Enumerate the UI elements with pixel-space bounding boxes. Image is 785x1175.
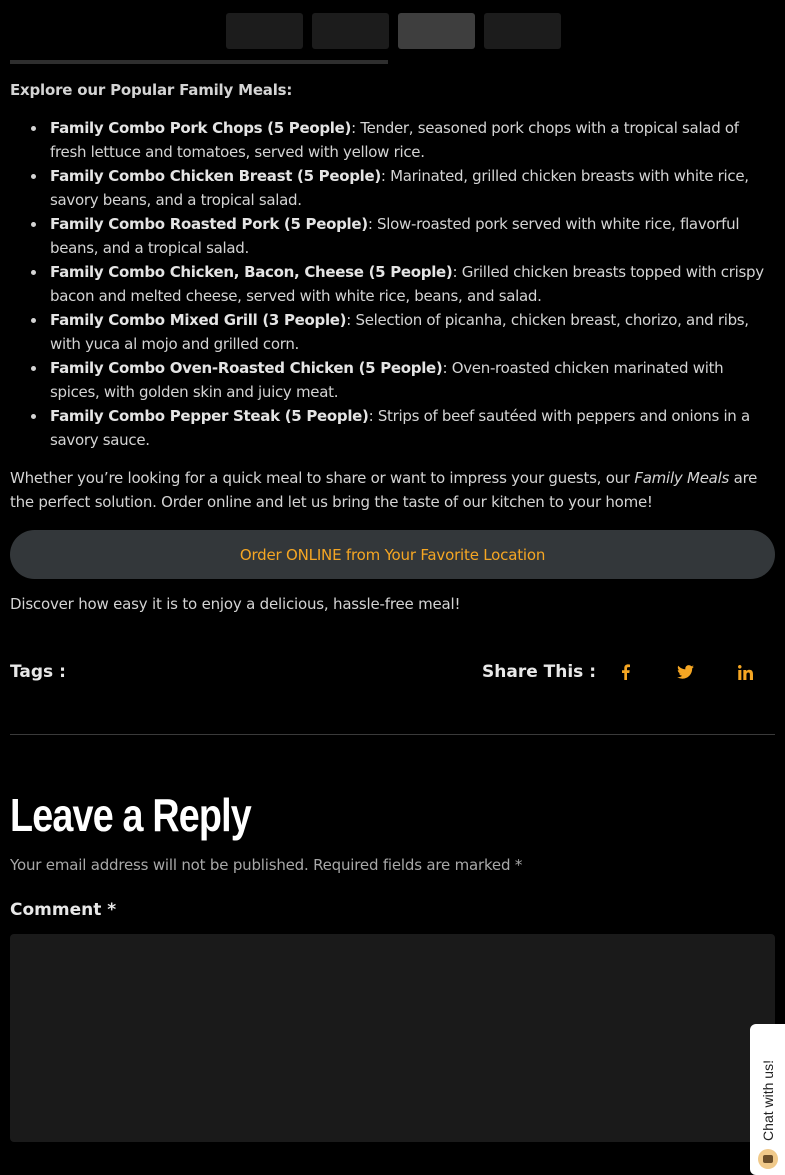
chat-label: Chat with us! [759, 1060, 776, 1141]
linkedin-icon[interactable] [733, 660, 757, 684]
list-item [50, 308, 775, 356]
meal-description: : Strips of beef sautéed with peppers and onions in a savory sauce. [50, 407, 750, 449]
meal-list [10, 116, 775, 452]
list-item [50, 260, 775, 308]
meal-name: Family Combo Roasted Pork (5 People) [50, 215, 368, 233]
meal-name: Family Combo Oven-Roasted Chicken (5 People) [50, 359, 443, 377]
meal-description: : Selection of picanha, chicken breast, chorizo, and ribs, with yuca al mojo and grilled corn. [50, 311, 749, 353]
tags-label: Tags : [10, 662, 66, 682]
facebook-icon[interactable] [613, 660, 637, 684]
list-item [50, 356, 775, 404]
list-item [50, 404, 775, 452]
meal-name: Family Combo Chicken, Bacon, Cheese (5 People) [50, 263, 453, 281]
discover-text: Discover how easy it is to enjoy a delicious, hassle-free meal! [10, 595, 461, 613]
meal-description: : Oven-roasted chicken marinated with spices, with golden skin and juicy meat. [50, 359, 724, 401]
gallery-scrollbar[interactable] [10, 60, 388, 64]
gallery-thumbnail-active[interactable] [398, 13, 475, 49]
meal-description: : Grilled chicken breasts topped with crispy bacon and melted cheese, served with white rice, beans, and salad. [50, 263, 764, 305]
list-item [50, 212, 775, 260]
gallery-thumbnail[interactable] [484, 13, 561, 49]
order-online-button[interactable]: Order ONLINE from Your Favorite Location [10, 530, 775, 579]
chat-avatar-icon [758, 1149, 778, 1169]
required-fields-note: Your email address will not be published. Required fields are marked * [10, 856, 523, 874]
comment-field[interactable] [10, 934, 775, 1142]
share-label: Share This : [482, 662, 597, 682]
gallery-thumbnail[interactable] [312, 13, 389, 49]
list-item [50, 164, 775, 212]
meal-description: : Slow-roasted pork served with white rice, flavorful beans, and a tropical salad. [50, 215, 740, 257]
meal-description: : Marinated, grilled chicken breasts with white rice, savory beans, and a tropical salad. [50, 167, 749, 209]
section-divider [10, 734, 775, 735]
reply-heading: Leave a Reply [10, 789, 251, 841]
meals-intro: Explore our Popular Family Meals: [10, 81, 293, 99]
comment-label: Comment * [10, 900, 117, 920]
gallery-thumbnails [226, 13, 561, 49]
twitter-icon[interactable] [673, 660, 697, 684]
meal-name: Family Combo Chicken Breast (5 People) [50, 167, 381, 185]
meal-name: Family Combo Pepper Steak (5 People) [50, 407, 369, 425]
meal-name: Family Combo Pork Chops (5 People) [50, 119, 352, 137]
meal-description: : Tender, seasoned pork chops with a tropical salad of fresh lettuce and tomatoes, served with yellow rice. [50, 119, 739, 161]
outro-text: Whether you’re looking for a quick meal to share or want to impress your guests, our [10, 469, 635, 487]
meals-outro [10, 466, 775, 514]
outro-emphasis: Family Meals [634, 469, 730, 487]
meal-name: Family Combo Mixed Grill (3 People) [50, 311, 347, 329]
outro-text-end: are the perfect solution. Order online and let us bring the taste of our kitchen to your home! [10, 469, 758, 511]
article-body [10, 78, 775, 514]
chat-widget-tab[interactable] [750, 1024, 785, 1175]
gallery-thumbnail[interactable] [226, 13, 303, 49]
list-item [50, 116, 775, 164]
